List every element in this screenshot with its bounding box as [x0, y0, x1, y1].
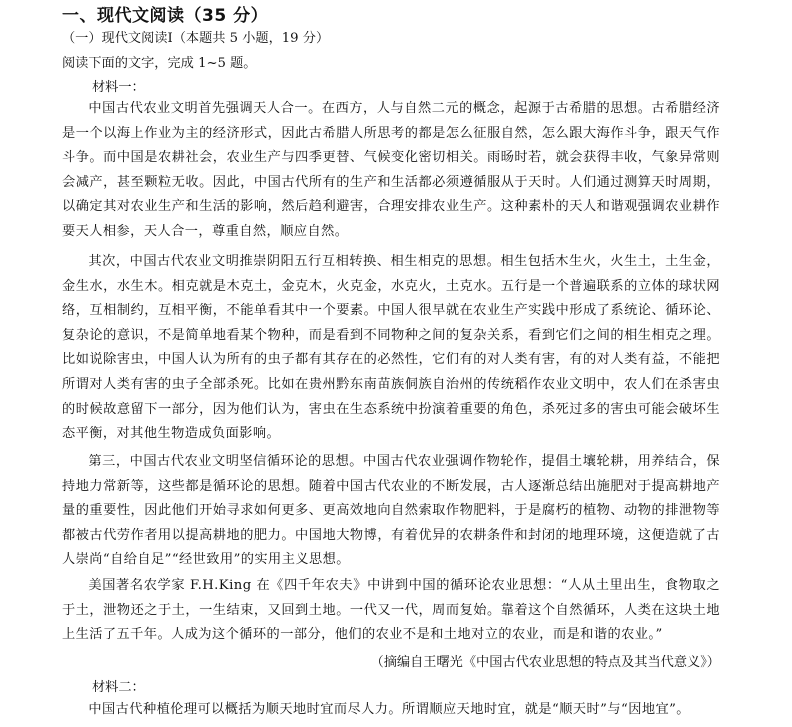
material-one-label: 材料一： — [92, 80, 145, 95]
material-one-paragraph-3: 第三，中国古代农业文明坚信循环论的思想。中国古代农业强调作物轮作，提倡土壤轮耕，用养结合，保持地力常新等，这些都是循环论的思想。随着中国古代农业的不断发展，古人逐渐总结出施肥对于提高耕地产量的重要性，因此他们开始寻求如何更多、更高效地向自然索取作物肥料，于是腐朽的植物、动物的排泄物等都被古代劳作者用以提高耕地的肥力。中国地大物博，有着优异的农耕条件和封闭的地理环境，这便造就了古人崇尚“自给自足”“经世致用”的实用主义思想。 — [62, 454, 720, 568]
sub-heading: （一）现代文阅读Ⅰ（本题共 5 小题，19 分） — [62, 31, 330, 46]
material-two-paragraph-1: 中国古代种植伦理可以概括为顺天地时宜而尽人力。所谓顺应天地时宜，就是“顺天时”与“因地宜”。 — [88, 702, 690, 717]
material-one-paragraph-4: 美国著名农学家 F.H.King 在《四千年农夫》中讲到中国的循环论农业思想：“人从土里出生，食物取之于土，泄物还之于土，一生结束，又回到土地。一代又一代，周而复始。靠着这个自然循环，人类在这块土地上生活了五千年。人成为这个循环的一部分，他们的农业不是和土地对立的农业，而是和谐的农业。” — [62, 578, 720, 643]
material-one-paragraph-1: 中国古代农业文明首先强调天人合一。在西方，人与自然二元的概念，起源于古希腊的思想。古希腊经济是一个以海上作业为主的经济形式，因此古希腊人所思考的都是怎么征服自然，怎么跟大海作斗争，跟天气作斗争。而中国是农耕社会，农业生产与四季更替、气候变化密切相关。雨旸时若，就会获得丰收，气象异常则会减产，甚至颗粒无收。因此，中国古代所有的生产和生活都必须遵循服从于天时。人们通过测算天时周期，以确定其对农业生产和生活的影响，然后趋利避害，合理安排农业生产。这种素朴的天人和谐观强调农业耕作要天人相参，天人合一，尊重自然，顺应自然。 — [62, 101, 720, 239]
instruction-text: 阅读下面的文字，完成 1~5 题。 — [62, 56, 257, 71]
material-one-paragraph-2: 其次，中国古代农业文明推崇阴阳五行互相转换、相生相克的思想。相生包括木生火，火生土，土生金，金生水，水生木。相克就是木克土，金克木，火克金，水克火，土克水。五行是一个普遍联系的立体的球状网络，互相制约，互相平衡，不能单看其中一个要素。中国人很早就在农业生产实践中形成了系统论、循环论、复杂论的意识，不是简单地看某个物种，而是看到不同物种之间的复杂关系，看到它们之间的相生相克之理。比如说除害虫，中国人认为所有的虫子都有其存在的必然性，它们有的对人类有害，有的对人类有益，不能把所谓对人类有害的虫子全部杀死。比如在贵州黔东南苗族侗族自治州的传统稻作农业文明中，农人们在杀害虫的时候故意留下一部分，因为他们认为，害虫在生态系统中扮演着重要的角色，杀死过多的害虫可能会破坏生态平衡，对其他生物造成负面影响。 — [62, 254, 720, 442]
section-heading: 一、现代文阅读（35 分） — [62, 6, 269, 26]
material-one-citation: （摘编自王曙光《中国古代农业思想的特点及其当代意义》） — [370, 655, 720, 670]
material-two-label: 材料二： — [92, 680, 145, 695]
